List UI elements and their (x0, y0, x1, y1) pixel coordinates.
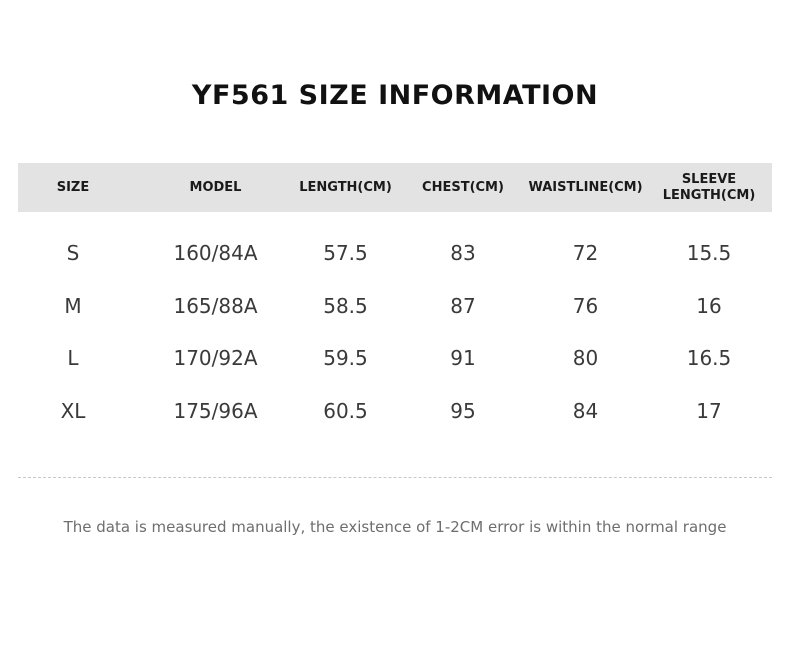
cell-waistline: 80 (572, 346, 599, 370)
cell-model: 175/96A (173, 399, 258, 423)
cell-waistline: 76 (572, 294, 599, 318)
table-header (18, 163, 772, 212)
cell-length: 60.5 (323, 399, 368, 423)
cell-length: 59.5 (323, 346, 368, 370)
header-model: MODEL (189, 179, 242, 195)
table-row (18, 338, 772, 378)
header-chest: CHEST(CM) (422, 179, 504, 195)
cell-length: 57.5 (323, 241, 368, 265)
dashed-divider (18, 477, 772, 478)
cell-model: 170/92A (173, 346, 258, 370)
cell-waistline: 72 (572, 241, 599, 265)
cell-chest: 95 (450, 399, 476, 423)
cell-length: 58.5 (323, 294, 368, 318)
cell-model: 160/84A (173, 241, 258, 265)
cell-waistline: 84 (572, 399, 599, 423)
cell-size: L (67, 346, 79, 370)
table-row (18, 391, 772, 431)
cell-model: 165/88A (173, 294, 258, 318)
cell-size: XL (60, 399, 86, 423)
table-row (18, 286, 772, 326)
cell-sleeve-length: 15.5 (686, 241, 732, 265)
measurement-note: The data is measured manually, the existence of 1-2CM error is within the normal range (63, 518, 727, 536)
cell-size: M (64, 294, 82, 318)
header-length: LENGTH(CM) (299, 179, 392, 195)
cell-sleeve-length: 17 (696, 399, 722, 423)
cell-size: S (66, 241, 80, 265)
cell-sleeve-length: 16.5 (686, 346, 732, 370)
header-waistline: WAISTLINE(CM) (528, 179, 643, 195)
table-row (18, 233, 772, 273)
cell-chest: 87 (450, 294, 476, 318)
header-size: SIZE (56, 179, 90, 195)
header-sleeve-length: SLEEVE LENGTH(CM) (662, 171, 756, 203)
cell-sleeve-length: 16 (696, 294, 722, 318)
cell-chest: 83 (450, 241, 476, 265)
page-title: YF561 SIZE INFORMATION (191, 80, 599, 111)
cell-chest: 91 (450, 346, 476, 370)
